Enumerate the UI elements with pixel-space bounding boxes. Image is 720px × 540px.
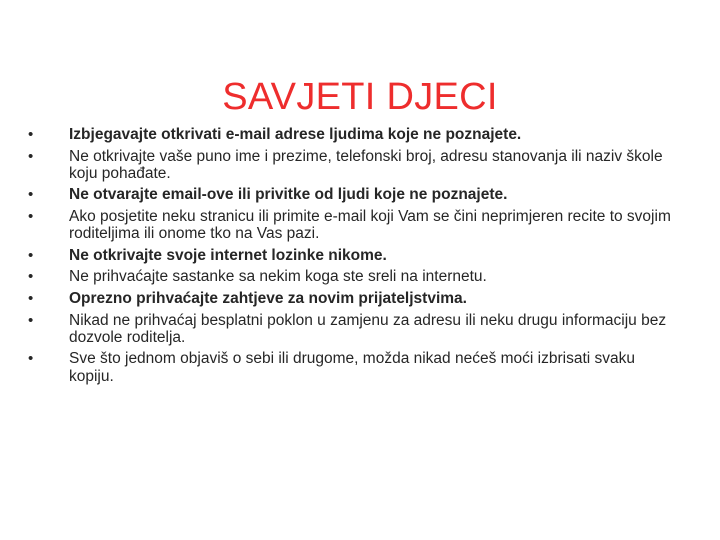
bullet-text: Oprezno prihvaćajte zahtjeve za novim prijateljstvima. [69,289,467,307]
bullet-item [28,126,678,143]
bullet-icon: • [28,246,34,264]
bullet-item [28,312,678,346]
bullet-item [28,350,678,384]
bullet-icon: • [28,268,34,286]
bullet-icon: • [28,147,34,165]
bullet-item [28,290,678,307]
bullet-list [28,126,678,389]
bullet-item [28,208,678,242]
bullet-icon: • [28,311,34,329]
slide-title: SAVJETI DJECI [222,76,498,119]
bullet-icon: • [28,289,34,307]
bullet-text: Ne otkrivajte svoje internet lozinke nikome. [69,246,387,264]
bullet-icon: • [28,126,34,143]
bullet-item [28,247,678,264]
bullet-item [28,268,678,285]
bullet-icon: • [28,186,34,204]
bullet-icon: • [28,207,34,225]
bullet-text: Sve što jednom objaviš o sebi ili drugome, možda nikad nećeš moći izbrisati svaku kopiju. [69,350,636,385]
bullet-text: Ne otvarajte email-ove ili privitke od ljudi koje ne poznajete. [69,186,508,204]
bullet-item [28,148,678,182]
bullet-text: Ako posjetite neku stranicu ili primite e-mail koji Vam se čini neprimjeren recite to svojim roditeljima ili onome tko na Vas pazi. [69,207,671,243]
bullet-icon: • [28,350,34,368]
bullet-item [28,186,678,203]
bullet-text: Nikad ne prihvaćaj besplatni poklon u zamjenu za adresu ili neku drugu informaciju bez dozvole roditelja. [69,311,667,346]
bullet-text: Ne otkrivajte vaše puno ime i prezime, telefonski broj, adresu stanovanja ili naziv škole koju pohađate. [69,147,663,182]
bullet-text: Ne prihvaćajte sastanke sa nekim koga ste sreli na internetu. [69,268,487,286]
bullet-text: Izbjegavajte otkrivati e-mail adrese ljudima koje ne poznajete. [69,126,522,143]
